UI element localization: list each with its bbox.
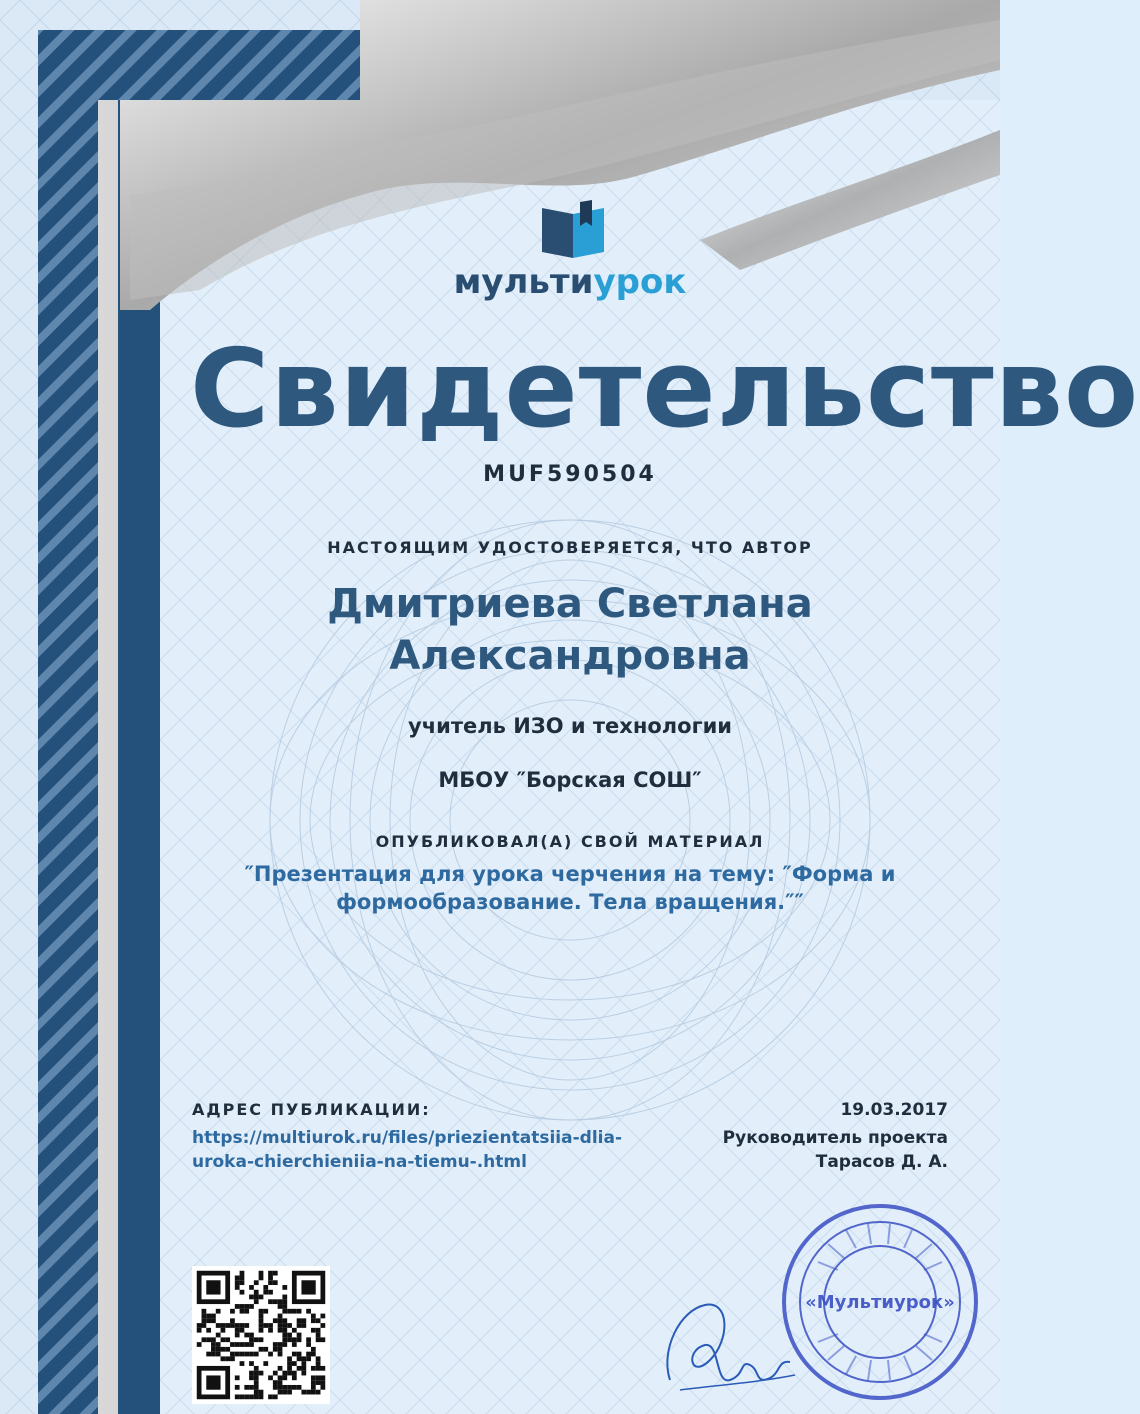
book-logo-icon	[540, 200, 606, 260]
certify-line: НАСТОЯЩИМ УДОСТОВЕРЯЕТСЯ, ЧТО АВТОР	[327, 538, 813, 557]
author-name-line1: Дмитриева Светлана	[327, 581, 813, 627]
address-label: АДРЕС ПУБЛИКАЦИИ:	[192, 1100, 431, 1119]
publication-url-line1[interactable]: https://multiurok.ru/files/priezientatsiia-dlia-	[192, 1128, 623, 1148]
material-title-line2: формообразование. Тела вращения.″″	[336, 890, 804, 914]
author-organization: МБОУ ″Борская СОШ″	[438, 768, 702, 792]
material-title	[190, 860, 950, 916]
logo-text: мультиурок	[453, 262, 687, 302]
stamp-seal-icon	[778, 1200, 982, 1404]
publication-url-line2[interactable]: uroka-chierchieniia-na-tiemu-.html	[192, 1152, 527, 1172]
qr-code-icon[interactable]	[192, 1266, 330, 1404]
stamp-center-text: «Мультиурок»	[805, 1292, 955, 1313]
published-line: ОПУБЛИКОВАЛ(А) СВОЙ МАТЕРИАЛ	[375, 832, 765, 851]
certificate-code: MUF590504	[483, 462, 657, 487]
author-position: учитель ИЗО и технологии	[408, 714, 732, 738]
material-title-line1: ″Презентация для урока черчения на тему: ″Форма и	[244, 862, 896, 886]
issue-date: 19.03.2017	[840, 1100, 948, 1120]
author-name	[190, 578, 950, 682]
certificate-title: Свидетельство	[190, 327, 1140, 452]
manager-role: Руководитель проекта	[722, 1128, 948, 1148]
author-name-line2: Александровна	[389, 633, 751, 679]
publication-url[interactable]	[192, 1126, 692, 1174]
manager-name: Тарасов Д. А.	[815, 1152, 948, 1172]
